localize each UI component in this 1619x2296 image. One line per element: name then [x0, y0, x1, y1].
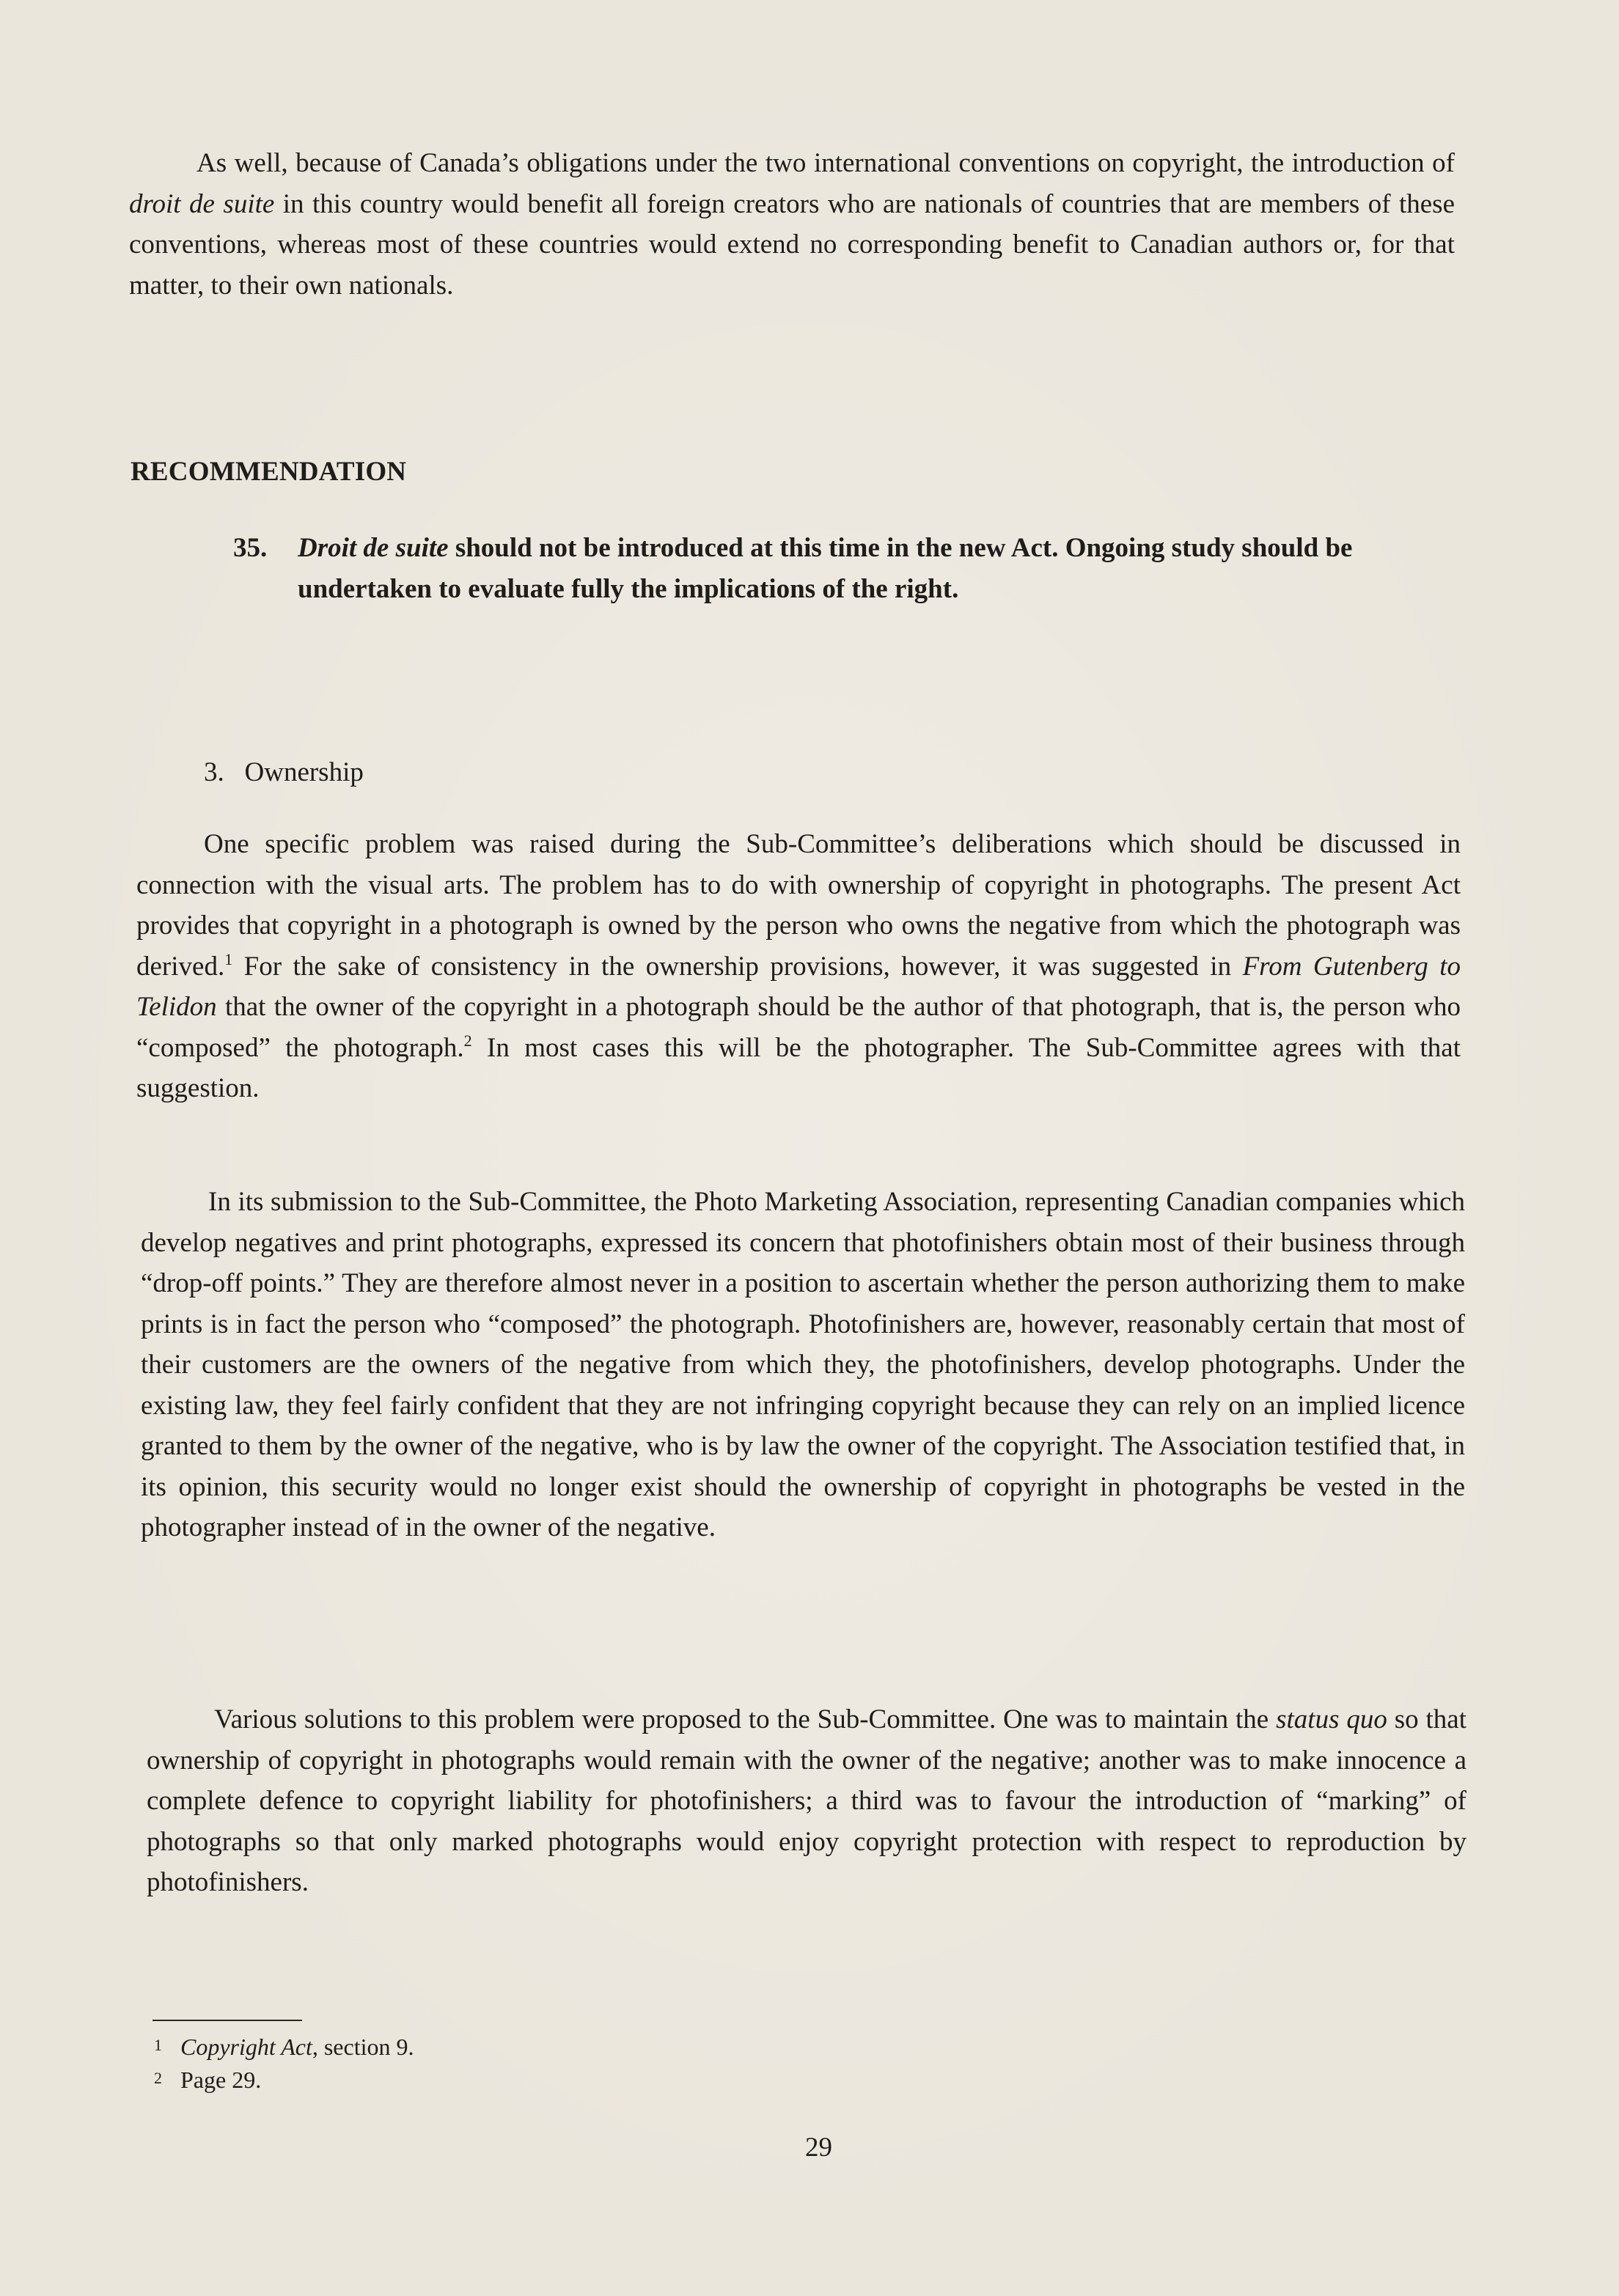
paragraph-4-text-a: Various solutions to this problem were proposed to the Sub-Committee. One was to maintain the [214, 1704, 1277, 1734]
recommendation-text [298, 528, 1456, 610]
recommendation-heading: RECOMMENDATION [131, 457, 407, 487]
paragraph-4-text-b: so that ownership of copyright in photographs would remain with the owner of the negative; another was to make innocence a complete defence to copyright liability for photofinishers; a third was to favour the introduction of “marking” of photographs so that only marked photographs would enjoy copyright protection with respect to reproduction by photofinishers. [147, 1704, 1466, 1897]
paragraph-1-text-a: As well, because of Canada’s obligations under the two international conventions on copyright, the introduction of [197, 148, 1455, 178]
footnote-1-mark: 1 [154, 2036, 162, 2054]
footnote-ref-1[interactable]: 1 [224, 949, 233, 968]
paragraph-ownership-problem [136, 824, 1461, 1109]
paragraph-4-term: status quo [1276, 1704, 1387, 1734]
footnote-2-mark: 2 [154, 2069, 162, 2087]
paragraph-droit-de-suite-conventions [129, 143, 1455, 306]
footnote-2 [154, 2064, 261, 2094]
footnote-1-title: Copyright Act [180, 2034, 312, 2060]
footnote-ref-2[interactable]: 2 [463, 1031, 472, 1050]
footnote-2-text: Page 29. [180, 2067, 262, 2093]
paragraph-2-text-a: One specific problem was raised during the Sub-Committee’s deliberations which should be discussed in connection with the visual arts. The problem has to do with ownership of copyright in photographs. The present Act provides that copyright in a photograph is owned by the person who owns the negative from which the photograph was derived. [136, 829, 1461, 982]
paragraph-2-cited-title: From Gutenberg to Telidon [136, 951, 1461, 1022]
paragraph-1-term: droit de suite [129, 188, 275, 219]
recommendation-body: should not be introduced at this time in the new Act. Ongoing study should be undertaken to evaluate fully the implications of the right. [298, 533, 1353, 604]
paragraph-1-text-b: in this country would benefit all foreign creators who are nationals of countries that are members of these conventions, whereas most of these countries would extend no corresponding benefit to Canadian authors or, for that matter, to their own nationals. [129, 188, 1455, 301]
page-number: 29 [805, 2133, 832, 2163]
footnote-1-text: , section 9. [312, 2034, 414, 2060]
paragraph-2-text-b: For the sake of consistency in the ownership provisions, however, it was suggested in [232, 951, 1243, 982]
section-heading-ownership [204, 757, 364, 788]
paragraph-photo-marketing-association: In its submission to the Sub-Committee, the Photo Marketing Association, representing Canadian companies which develop negatives and print photographs, expressed its concern that photofinishers obtain most of their business through “drop-off points.” They are therefore almost never in a position to ascertain whether the person authorizing them to make prints is in fact the person who “composed” the photograph. Photofinishers are, however, reasonably certain that most of their customers are the owners of the negative from which they, the photofinishers, develop photographs. Under the existing law, they feel fairly confident that they are not infringing copyright because they can rely on an implied licence granted to them by the owner of the negative, who is by law the owner of the copyright. The Association testified that, in its opinion, this security would no longer exist should the ownership of copyright in photographs be vested in the photographer instead of in the owner of the negative. [141, 1187, 1465, 1542]
recommendation-number: 35. [233, 533, 268, 563]
paragraph-2-text-d: In most cases this will be the photographer. The Sub-Committee agrees with that suggestion. [136, 1032, 1461, 1103]
section-heading-text: 3. Ownership [204, 757, 364, 787]
paragraph-proposed-solutions [147, 1699, 1466, 1903]
recommendation-term: Droit de suite [298, 533, 449, 563]
footnote-1 [154, 2031, 414, 2061]
paragraph-2-text-c: that the owner of the copyright in a photograph should be the author of that photograph, that is, the person who “composed” the photograph. [136, 992, 1461, 1063]
footnote-divider [153, 2020, 302, 2021]
